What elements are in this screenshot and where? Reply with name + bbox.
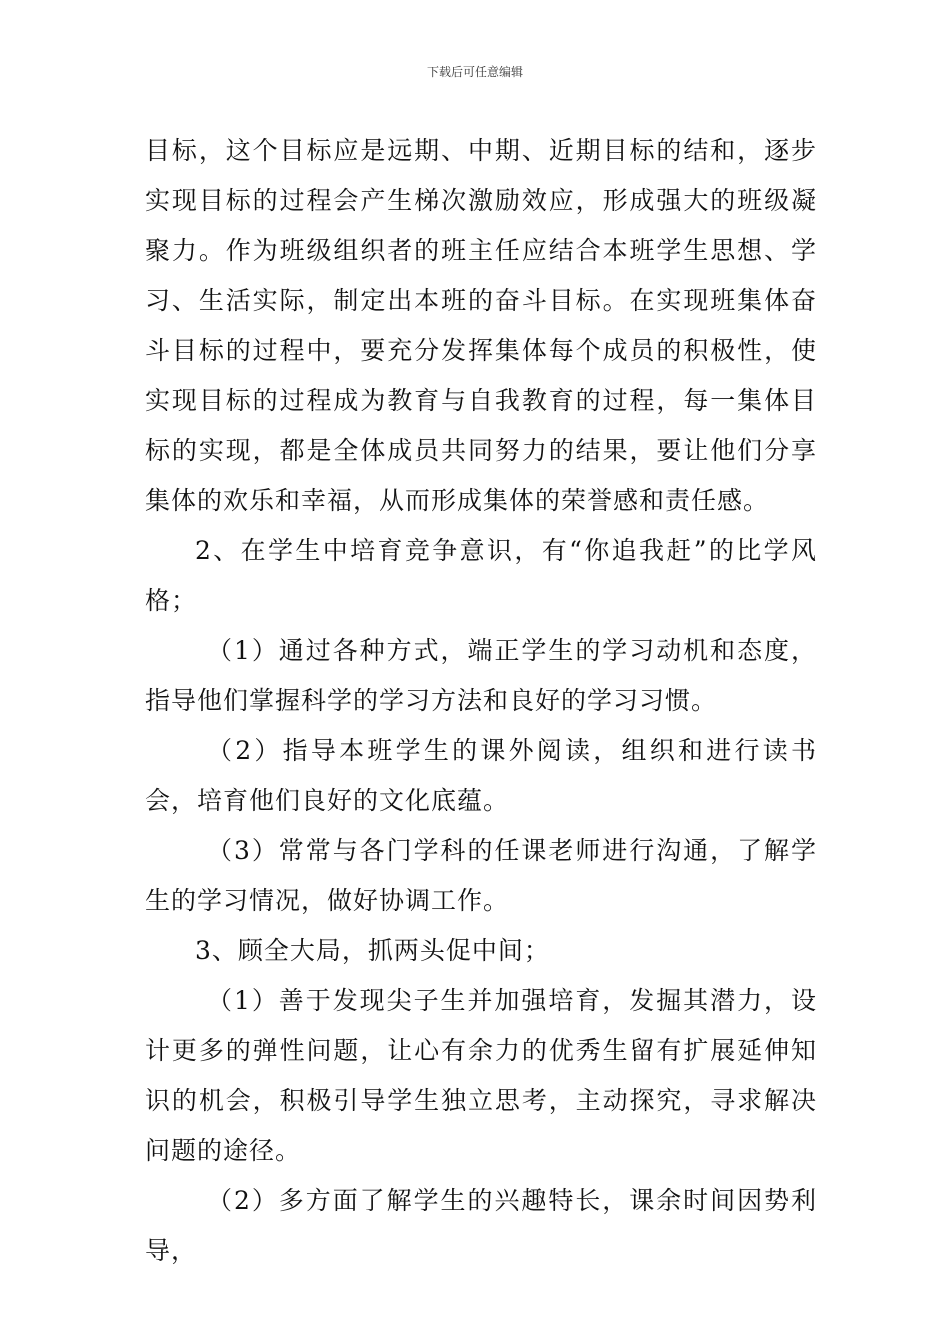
paragraph-item-2-heading: 2、在学生中培育竞争意识，有“你追我赶”的比学风格； — [145, 536, 817, 615]
document-body — [145, 126, 817, 1276]
paragraph-item-3-1: （1）善于发现尖子生并加强培育，发掘其潜力，设计更多的弹性问题，让心有余力的优秀生留有扩展延伸知识的机会，积极引导学生独立思考，主动探究，寻求解决问题的途径。 — [145, 986, 817, 1165]
paragraph-item-3-2: （2）多方面了解学生的兴趣特长，课余时间因势利导， — [145, 1186, 817, 1265]
paragraph-goal-continuation: 目标，这个目标应是远期、中期、近期目标的结和，逐步实现目标的过程会产生梯次激励效应，形成强大的班级凝聚力。作为班级组织者的班主任应结合本班学生思想、学习、生活实际，制定出本班的奋斗目标。在实现班集体奋斗目标的过程中，要充分发挥集体每个成员的积极性，使实现目标的过程成为教育与自我教育的过程，每一集体目标的实现，都是全体成员共同努力的结果，要让他们分享集体的欢乐和幸福，从而形成集体的荣誉感和责任感。 — [145, 136, 817, 515]
paragraph-item-2-3: （3）常常与各门学科的任课老师进行沟通，了解学生的学习情况，做好协调工作。 — [145, 836, 817, 915]
paragraph-item-3-heading: 3、顾全大局，抓两头促中间； — [195, 936, 550, 965]
paragraph-item-2-2: （2）指导本班学生的课外阅读，组织和进行读书会，培育他们良好的文化底蕴。 — [145, 736, 817, 815]
page-header-note: 下载后可任意编辑 — [426, 65, 523, 79]
paragraph-item-2-1: （1）通过各种方式，端正学生的学习动机和态度，指导他们掌握科学的学习方法和良好的学习习惯。 — [145, 636, 817, 715]
